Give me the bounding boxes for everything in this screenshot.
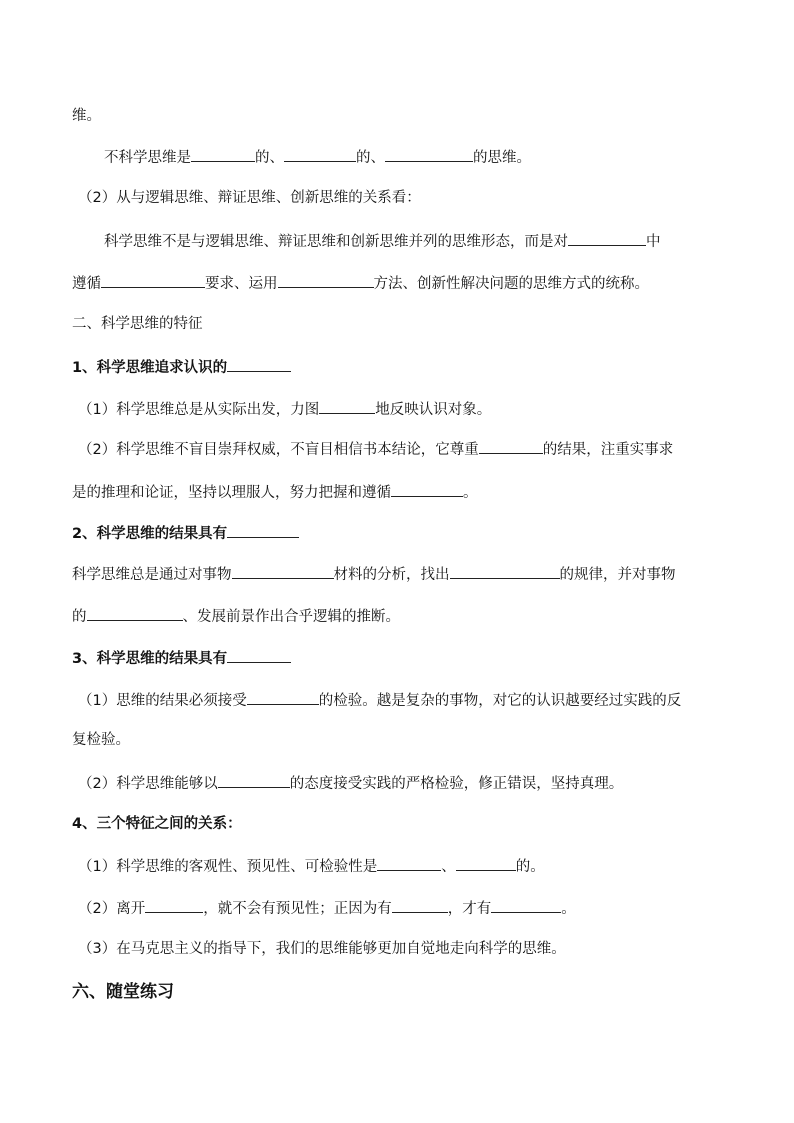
text: （2）科学思维能够以 xyxy=(78,776,218,792)
text: 维。 xyxy=(72,108,101,124)
text: （2）从与逻辑思维、辩证思维、创新思维的关系看： xyxy=(78,190,421,206)
text-line xyxy=(78,188,726,208)
text: 的结果，注重实事求 xyxy=(542,442,674,458)
text: 二、科学思维的特征 xyxy=(72,316,203,332)
fill-blank[interactable] xyxy=(456,855,516,871)
fill-blank[interactable] xyxy=(227,522,299,538)
fill-blank[interactable] xyxy=(450,563,560,579)
text: （1）科学思维的客观性、预见性、可检验性是 xyxy=(78,859,378,875)
subsection-heading xyxy=(72,522,726,544)
text: （2）科学思维不盲目崇拜权威，不盲目相信书本结论，它尊重 xyxy=(78,442,479,458)
fill-blank[interactable] xyxy=(568,230,646,246)
text-line xyxy=(72,563,726,585)
text: 的思维。 xyxy=(473,150,531,166)
text-line xyxy=(72,730,726,750)
text: （1）科学思维总是从实际出发，力图 xyxy=(78,402,320,418)
text: 的检验。越是复杂的事物，对它的认识越要经过实践的反 xyxy=(318,693,682,709)
text: 地反映认识对象。 xyxy=(375,402,492,418)
text: 、 xyxy=(441,859,456,875)
text-line xyxy=(104,146,726,168)
text: 4、三个特征之间的关系： xyxy=(72,816,242,832)
text-line xyxy=(78,438,726,460)
text: （2）离开 xyxy=(78,901,146,917)
fill-blank[interactable] xyxy=(191,146,255,162)
subsection-heading xyxy=(72,647,726,669)
text: 的态度接受实践的严格检验，修正错误，坚持真理。 xyxy=(289,776,624,792)
text-line xyxy=(78,939,726,959)
text: （1）思维的结果必须接受 xyxy=(78,693,247,709)
fill-blank[interactable] xyxy=(391,481,463,497)
text-line xyxy=(104,230,726,252)
text: 科学思维总是通过对事物 xyxy=(72,567,232,583)
text: 的、 xyxy=(356,150,385,166)
text: 方法、创新性解决问题的思维方式的统称。 xyxy=(373,276,649,292)
text: 材料的分析，找出 xyxy=(333,567,450,583)
subsection-heading xyxy=(72,814,726,834)
text: 遵循 xyxy=(72,276,101,292)
text: 是的推理和论证，坚持以理服人，努力把握和遵循 xyxy=(72,485,391,501)
text: 。 xyxy=(463,485,478,501)
text: 2、科学思维的结果具有 xyxy=(72,526,228,542)
text-line xyxy=(78,897,726,919)
fill-blank[interactable] xyxy=(491,897,561,913)
fill-blank[interactable] xyxy=(479,438,543,454)
fill-blank[interactable] xyxy=(227,647,291,663)
fill-blank[interactable] xyxy=(284,146,356,162)
fill-blank[interactable] xyxy=(227,356,291,372)
text: ，才有 xyxy=(447,901,492,917)
fill-blank[interactable] xyxy=(392,897,448,913)
text: 不科学思维是 xyxy=(104,150,191,166)
section-heading xyxy=(72,314,726,334)
text: 六、随堂练习 xyxy=(72,982,174,1002)
text-line xyxy=(72,106,726,126)
text: 、发展前景作出合乎逻辑的推断。 xyxy=(182,609,400,625)
subsection-heading xyxy=(72,356,726,378)
text: 中 xyxy=(646,234,661,250)
text-line xyxy=(72,481,726,503)
text: 的规律，并对事物 xyxy=(559,567,676,583)
text-line xyxy=(78,398,726,420)
fill-blank[interactable] xyxy=(101,272,205,288)
text: （3）在马克思主义的指导下，我们的思维能够更加自觉地走向科学的思维。 xyxy=(78,941,566,957)
text: 的。 xyxy=(515,859,545,875)
fill-blank[interactable] xyxy=(377,855,441,871)
fill-blank[interactable] xyxy=(278,272,374,288)
fill-blank[interactable] xyxy=(145,897,203,913)
text: 的、 xyxy=(255,150,284,166)
text: 科学思维不是与逻辑思维、辩证思维和创新思维并列的思维形态，而是对 xyxy=(104,234,568,250)
fill-blank[interactable] xyxy=(218,772,290,788)
text-line xyxy=(78,689,726,711)
fill-blank[interactable] xyxy=(87,605,183,621)
text: 的 xyxy=(72,609,87,625)
text: 3、科学思维的结果具有 xyxy=(72,651,228,667)
text-line xyxy=(78,772,726,794)
text: 要求、运用 xyxy=(205,276,278,292)
text: 复检验。 xyxy=(72,732,130,748)
text-line xyxy=(78,855,726,877)
text: ，就不会有预见性；正因为有 xyxy=(203,901,392,917)
text-line xyxy=(72,605,726,627)
fill-blank[interactable] xyxy=(247,689,319,705)
text: 。 xyxy=(561,901,576,917)
fill-blank[interactable] xyxy=(232,563,334,579)
fill-blank[interactable] xyxy=(319,398,375,414)
section-heading xyxy=(72,982,726,1002)
text: 1、科学思维追求认识的 xyxy=(72,360,228,376)
fill-blank[interactable] xyxy=(385,146,473,162)
text-line xyxy=(72,272,726,294)
